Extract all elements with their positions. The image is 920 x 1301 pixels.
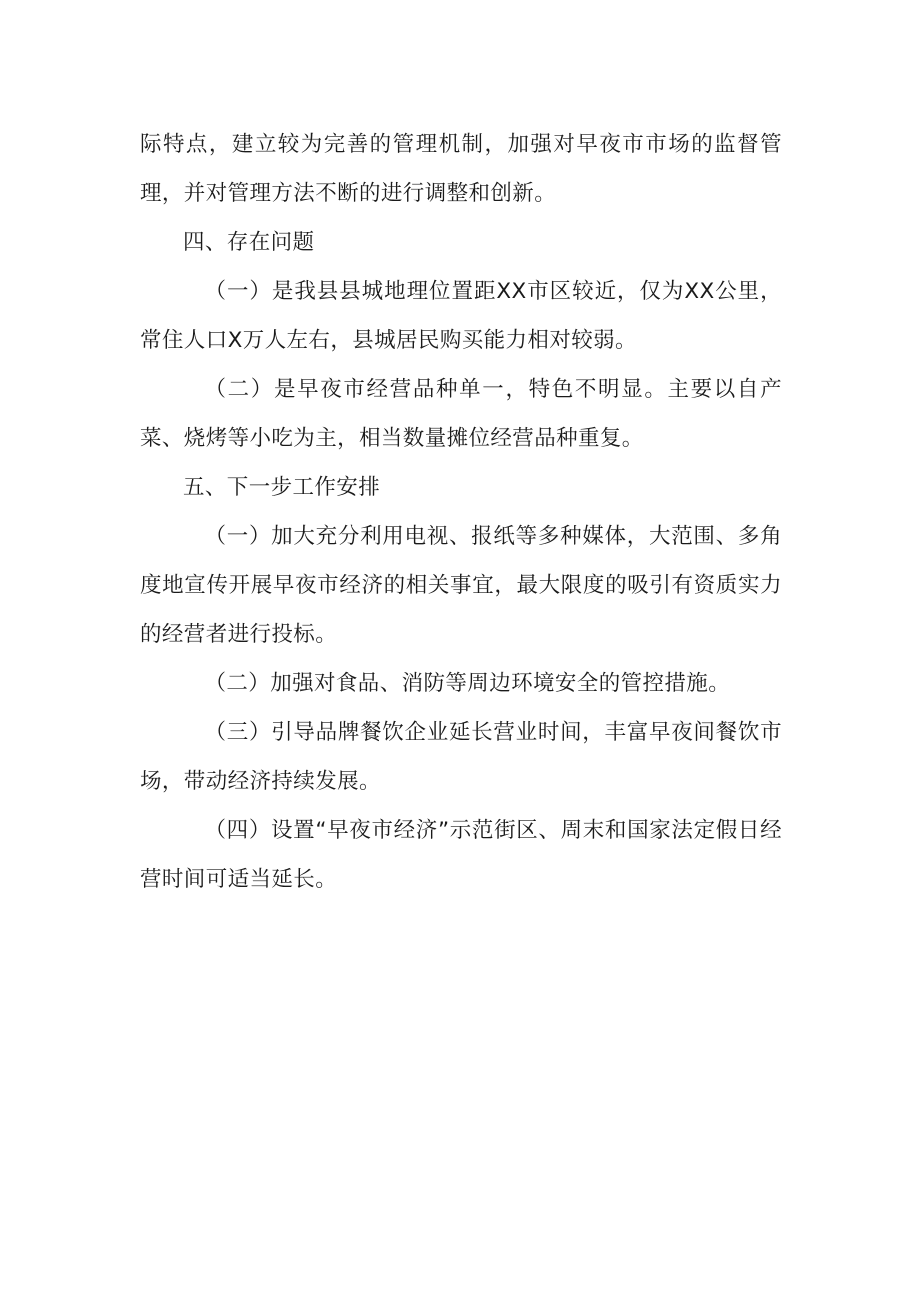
- paragraph-issue-2: （二）是早夜市经营品种单一，特色不明显。主要以自产菜、烧烤等小吃为主，相当数量摊位经营品种重复。: [140, 377, 782, 451]
- section-heading-issues: 四、存在问题: [183, 230, 315, 255]
- paragraph-issue-1: （一）是我县县城地理位置距XX市区较近，仅为XX公里，常住人口X万人左右，县城居民购买能力相对较弱。: [140, 279, 782, 353]
- section-heading-next-steps: 五、下一步工作安排: [183, 475, 381, 500]
- paragraph-continuation: 际特点，建立较为完善的管理机制，加强对早夜市市场的监督管理，并对管理方法不断的进行调整和创新。: [140, 132, 782, 206]
- paragraph-step-1: （一）加大充分利用电视、报纸等多种媒体，大范围、多角度地宣传开展早夜市经济的相关事宜，最大限度的吸引有资质实力的经营者进行投标。: [140, 524, 782, 647]
- paragraph-step-3: （三）引导品牌餐饮企业延长营业时间，丰富早夜间餐饮市场，带动经济持续发展。: [140, 720, 782, 794]
- document-body: [140, 120, 782, 904]
- paragraph-step-4: （四）设置“早夜市经济”示范街区、周末和国家法定假日经营时间可适当延长。: [140, 818, 782, 892]
- paragraph-step-2: （二）加强对食品、消防等周边环境安全的管控措施。: [204, 671, 731, 696]
